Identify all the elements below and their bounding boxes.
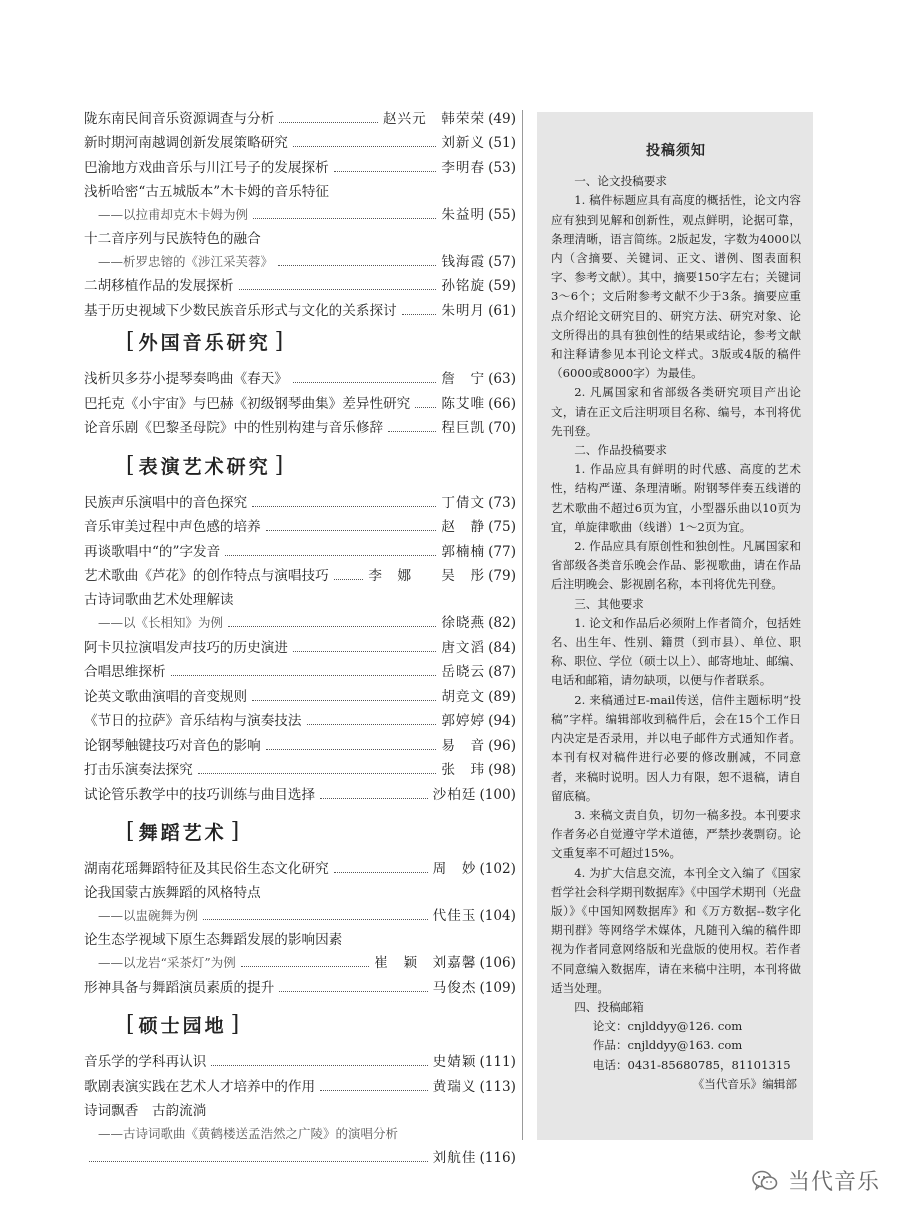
leader-dots: [388, 431, 436, 432]
leader-dots: [198, 773, 437, 774]
section-title: 外国音乐研究: [138, 332, 271, 354]
notice-heading: 二、作品投稿要求: [574, 443, 667, 458]
toc-entry[interactable]: [84, 487, 516, 512]
toc-entry[interactable]: [84, 364, 516, 389]
toc-authors: 郭婷婷: [441, 713, 486, 729]
editorial-signature: 《当代音乐》编辑部: [692, 1076, 797, 1091]
toc-authors: 史婧颖: [432, 1054, 477, 1070]
toc-entry[interactable]: [84, 878, 516, 925]
notice-paragraph: 1. 论文和作品后必须附上作者简介，包括姓名、出生年、性别、籍贯（到市县）、单位、职称、职位、学位（硕士以上）、邮寄地址、邮编、电话和邮箱，请勿缺项，以便与作者联系。: [551, 615, 801, 688]
toc-page: (57): [488, 253, 516, 270]
toc-authors: 崔 颖 刘嘉馨: [374, 955, 477, 971]
toc-title: 古诗词歌曲艺术处理解读: [84, 592, 234, 608]
toc-authors: 马俊杰: [432, 979, 477, 996]
toc-entry[interactable]: [84, 681, 516, 706]
toc-group-folk: [84, 103, 516, 320]
toc-page: (82): [488, 615, 516, 631]
toc-title: 诗词飘香 古韵流淌: [84, 1102, 207, 1119]
toc-authors: 孙铭旋: [441, 278, 486, 294]
watermark-text: 当代音乐: [788, 1170, 881, 1195]
toc-entry[interactable]: [84, 224, 516, 271]
toc-page: (94): [488, 713, 516, 729]
toc-title: 再谈歌唱中“的”字发音: [84, 543, 221, 560]
toc-page: (106): [479, 955, 516, 971]
toc-page: (89): [488, 688, 516, 705]
toc-authors: 易 音: [441, 737, 486, 754]
toc-title: 十二音序列与民族特色的融合: [84, 230, 261, 247]
toc-authors: 周 妙: [432, 861, 477, 877]
toc-subtitle: ——以《长相知》为例: [98, 615, 224, 630]
toc-title: 《节日的拉萨》音乐结构与演奏技法: [84, 713, 302, 729]
toc-page: (61): [488, 302, 516, 319]
toc-title: 民族声乐演唱中的音色探究: [84, 494, 248, 511]
toc-title: 试论管乐教学中的技巧训练与曲目选择: [84, 786, 316, 803]
notice-paragraph: 1. 稿件标题应具有高度的概括性，论文内容应有独到见解和创新性，观点鲜明，论据可靠，条理清晰，语言简练。2版起发，字数为4000以内（含摘要、关键词、正文、谱例、图表面积字、参考文献）。其中，摘要150字左右；关键词3～6个；文后附参考文献不少于3条。摘要应重点介绍论文研究目的、研究方法、研究对象、论文所得出的具有独创性的结果或结论，参考文献和注释请参见本刊论文样式。3版或4版的稿件（6000或8000字）为最佳。: [551, 193, 801, 381]
notice-paragraph: 3. 来稿文责自负，切勿一稿多投。本刊要求作者务必自觉遵守学术道德，严禁抄袭剽窃。论文重复率不可超过15%。: [551, 807, 801, 861]
toc-entry[interactable]: [84, 1071, 516, 1096]
leader-dots: [211, 1065, 427, 1066]
toc-page: (73): [488, 494, 516, 511]
toc-authors: 赵 静: [441, 519, 486, 535]
toc-entry[interactable]: [84, 585, 516, 632]
column-divider: [522, 110, 523, 1140]
toc-subtitle: ——析罗忠镕的《涉江采芙蓉》: [98, 253, 274, 269]
wechat-icon: [752, 1170, 778, 1192]
toc-title: 论生态学视域下原生态舞蹈发展的影响因素: [84, 932, 343, 948]
toc-authors: 张 玮: [441, 762, 486, 778]
section-heading-master: [ 硕士园地 ]: [126, 1012, 240, 1037]
toc-page: (96): [488, 737, 516, 754]
toc-title: 论钢琴触键技巧对音色的影响: [84, 737, 261, 754]
toc-entry[interactable]: [84, 632, 516, 657]
toc-title: 二胡移植作品的发展探析: [84, 278, 234, 294]
toc-title: 陇东南民间音乐资源调查与分析: [84, 110, 275, 127]
toc-page: (49): [488, 110, 516, 127]
toc-title: 浅析贝多芬小提琴奏鸣曲《春天》: [84, 371, 288, 387]
toc-subtitle: ——以龙岩“采茶灯”为例: [98, 955, 236, 970]
leader-dots: [320, 798, 428, 799]
email-works[interactable]: 作品：cnjlddyy@163. com: [592, 1038, 743, 1053]
leader-dots: [334, 872, 428, 873]
toc-authors: 丁倩文: [441, 494, 486, 511]
toc-page: (79): [488, 568, 516, 584]
leader-dots: [171, 675, 437, 676]
toc-title: 歌剧表演实践在艺术人才培养中的作用: [84, 1078, 316, 1095]
toc-entry[interactable]: [84, 388, 516, 413]
leader-dots: [266, 749, 437, 750]
notice-heading: 四、投稿邮箱: [574, 999, 644, 1014]
submission-notice-panel: [537, 112, 813, 1140]
toc-page: (70): [488, 420, 516, 436]
toc-entry[interactable]: [84, 177, 516, 224]
toc-authors: 郭楠楠: [441, 543, 486, 560]
toc-title: 论音乐剧《巴黎圣母院》中的性别构建与音乐修辞: [84, 420, 384, 436]
notice-title: 投稿须知: [646, 143, 706, 159]
section-heading-foreign: [ 外国音乐研究 ]: [126, 329, 284, 354]
toc-entry[interactable]: [84, 103, 516, 128]
toc-title: 论我国蒙古族舞蹈的风格特点: [84, 885, 261, 901]
leader-dots: [293, 651, 436, 652]
toc-page: (75): [488, 519, 516, 535]
toc-page: (109): [479, 979, 516, 996]
toc-page: (104): [479, 908, 516, 924]
wechat-watermark: [752, 1165, 880, 1196]
toc-entry[interactable]: [84, 413, 516, 438]
leader-dots: [239, 289, 437, 290]
section-title: 舞蹈艺术: [138, 822, 227, 844]
toc-entry[interactable]: [84, 295, 516, 320]
toc-subtitle: ——以拉甫却克木卡姆为例: [98, 206, 249, 222]
toc-page: (98): [488, 762, 516, 778]
toc-title: 新时期河南越调创新发展策略研究: [84, 135, 288, 151]
section-heading-dance: [ 舞蹈艺术 ]: [126, 819, 240, 844]
section-title: 表演艺术研究: [138, 455, 271, 478]
toc-authors: 詹 宁: [441, 371, 486, 387]
toc-title: 论英文歌曲演唱的音变规则: [84, 688, 248, 705]
leader-dots: [307, 724, 437, 725]
toc-page: (87): [488, 664, 516, 680]
leader-dots: [228, 626, 436, 627]
toc-entry[interactable]: [84, 512, 516, 537]
toc-entry[interactable]: [84, 657, 516, 682]
toc-title: 湖南花瑶舞蹈特征及其民俗生态文化研究: [84, 861, 329, 877]
toc-entry[interactable]: [84, 779, 516, 804]
toc-page: (51): [488, 135, 516, 151]
table-of-contents: [84, 103, 516, 1167]
toc-entry[interactable]: [84, 925, 516, 972]
leader-dots: [252, 700, 436, 701]
toc-entry[interactable]: [84, 561, 516, 586]
toc-entry[interactable]: [84, 536, 516, 561]
toc-title: 阿卡贝拉演唱发声技巧的历史演进: [84, 639, 288, 656]
leader-dots: [279, 991, 427, 992]
leader-dots: [293, 382, 436, 383]
toc-authors: 唐文滔: [441, 639, 486, 656]
leader-dots: [334, 171, 437, 172]
toc-page: (116): [479, 1149, 516, 1166]
toc-title: 艺术歌曲《芦花》的创作特点与演唱技巧: [84, 568, 329, 584]
toc-authors: 陈艾唯: [441, 395, 486, 412]
notice-paragraph: 2. 来稿通过E-mail传送，信件主题标明“投稿”字样。编辑部收到稿件后，会在15个工作日内决定是否录用，并以电子邮件方式通知作者。本刊有权对稿件进行必要的修改删减，不同意者，来稿时说明。因人力有限，恕不退稿，请自留底稿。: [551, 692, 801, 803]
leader-dots: [89, 1161, 428, 1162]
toc-entry[interactable]: [84, 706, 516, 731]
toc-authors: 李 娜 吴 彤: [368, 568, 486, 584]
toc-entry[interactable]: [84, 755, 516, 780]
leader-dots: [334, 579, 364, 580]
leader-dots: [402, 314, 437, 315]
toc-authors: 沙柏廷: [432, 786, 477, 803]
toc-authors: 赵兴元 韩荣荣: [382, 110, 486, 127]
leader-dots: [253, 218, 436, 219]
leader-dots: [252, 506, 436, 507]
toc-authors: 岳晓云: [441, 664, 486, 680]
toc-page: (66): [488, 395, 516, 412]
phone-number: 电话：0431-85680785，81101315: [592, 1057, 791, 1072]
toc-page: (102): [479, 861, 516, 877]
leader-dots: [203, 919, 428, 920]
toc-authors: 代佳玉: [432, 908, 477, 924]
toc-entry[interactable]: [84, 1047, 516, 1072]
section-heading-performance: [ 表演艺术研究 ]: [126, 452, 284, 478]
notice-paragraph: 4. 为扩大信息交流，本刊全文入编了《国家哲学社会科学期刊数据库》《中国学术期刊（光盘版）》《中国知网数据库》和《万方数据--数字化期刊群》等网络学术媒体，凡随刊入编的稿件即视为作者同意网络版和光盘版的使用权。若作者不同意编入数据库，请在来稿中注明，本刊将做适当处理。: [551, 865, 801, 995]
toc-title: 基于历史视域下少数民族音乐形式与文化的关系探讨: [84, 302, 397, 319]
email-papers[interactable]: 论文：cnjlddyy@126. com: [592, 1019, 743, 1034]
notice-paragraph: 2. 作品应具有原创性和独创性。凡属国家和省部级各类音乐晚会作品、影视歌曲，请在作品后注明晚会、影视剧名称，本刊将优先刊登。: [551, 539, 801, 592]
toc-page: (63): [488, 371, 516, 387]
toc-authors: 朱益明: [441, 206, 486, 223]
toc-title: 巴渝地方戏曲音乐与川江号子的发展探析: [84, 159, 329, 176]
toc-title: 合唱思维探析: [84, 664, 166, 680]
section-title: 硕士园地: [138, 1015, 227, 1037]
toc-entry[interactable]: [84, 1096, 516, 1167]
toc-page: (77): [488, 543, 516, 560]
leader-dots: [415, 407, 436, 408]
leader-dots: [320, 1090, 428, 1091]
toc-title: 音乐审美过程中声色感的培养: [84, 519, 261, 535]
leader-dots: [293, 146, 436, 147]
toc-page: (111): [479, 1054, 516, 1070]
leader-dots: [241, 966, 370, 967]
toc-entry[interactable]: [84, 972, 516, 997]
notice-paragraph: 1. 作品应具有鲜明的时代感、高度的艺术性，结构严谨、条理清晰。附钢琴伴奏五线谱的艺术歌曲不超过6页为宜，小型器乐曲以10页为宜，单旋律歌曲（线谱）1～2页为宜。: [551, 462, 801, 534]
toc-title: 音乐学的学科再认识: [84, 1054, 207, 1070]
toc-title: 形神具备与舞蹈演员素质的提升: [84, 979, 275, 996]
toc-subtitle: ——以盅碗舞为例: [98, 908, 199, 923]
toc-subtitle: ——古诗词歌曲《黄鹤楼送孟浩然之广陵》的演唱分析: [98, 1125, 399, 1141]
toc-entry[interactable]: [84, 152, 516, 177]
toc-title: 打击乐演奏法探究: [84, 762, 193, 778]
toc-entry[interactable]: [84, 730, 516, 755]
toc-page: (113): [479, 1078, 516, 1095]
toc-authors: 刘新义: [441, 135, 486, 151]
leader-dots: [225, 555, 436, 556]
toc-title: 巴托克《小宇宙》与巴赫《初级钢琴曲集》差异性研究: [84, 395, 411, 412]
toc-authors: 钱海霞: [441, 253, 486, 270]
toc-entry[interactable]: [84, 128, 516, 153]
leader-dots: [279, 122, 378, 123]
toc-page: (84): [488, 639, 516, 656]
notice-heading: 三、其他要求: [574, 596, 644, 611]
toc-authors: 朱明月: [441, 302, 486, 319]
toc-authors: 刘航佳: [432, 1149, 477, 1166]
toc-authors: 胡竞文: [441, 688, 486, 705]
toc-authors: 李明春: [441, 159, 486, 176]
toc-authors: 黄瑞义: [432, 1078, 477, 1095]
toc-authors: 程巨凯: [441, 420, 486, 436]
toc-title: 浅析哈密“古五城版本”木卡姆的音乐特征: [84, 183, 329, 200]
toc-page: (59): [488, 278, 516, 294]
notice-heading: 一、论文投稿要求: [574, 174, 667, 189]
toc-page: (100): [479, 786, 516, 803]
notice-paragraph: 2. 凡属国家和省部级各类研究项目产出论文，请在正文后注明项目名称、编号，本刊将优先刊登。: [551, 385, 801, 438]
toc-entry[interactable]: [84, 271, 516, 296]
leader-dots: [266, 530, 437, 531]
toc-page: (53): [488, 159, 516, 176]
toc-authors: 徐晓燕: [441, 615, 486, 631]
toc-entry[interactable]: [84, 854, 516, 879]
leader-dots: [278, 265, 436, 266]
toc-page: (55): [488, 206, 516, 223]
